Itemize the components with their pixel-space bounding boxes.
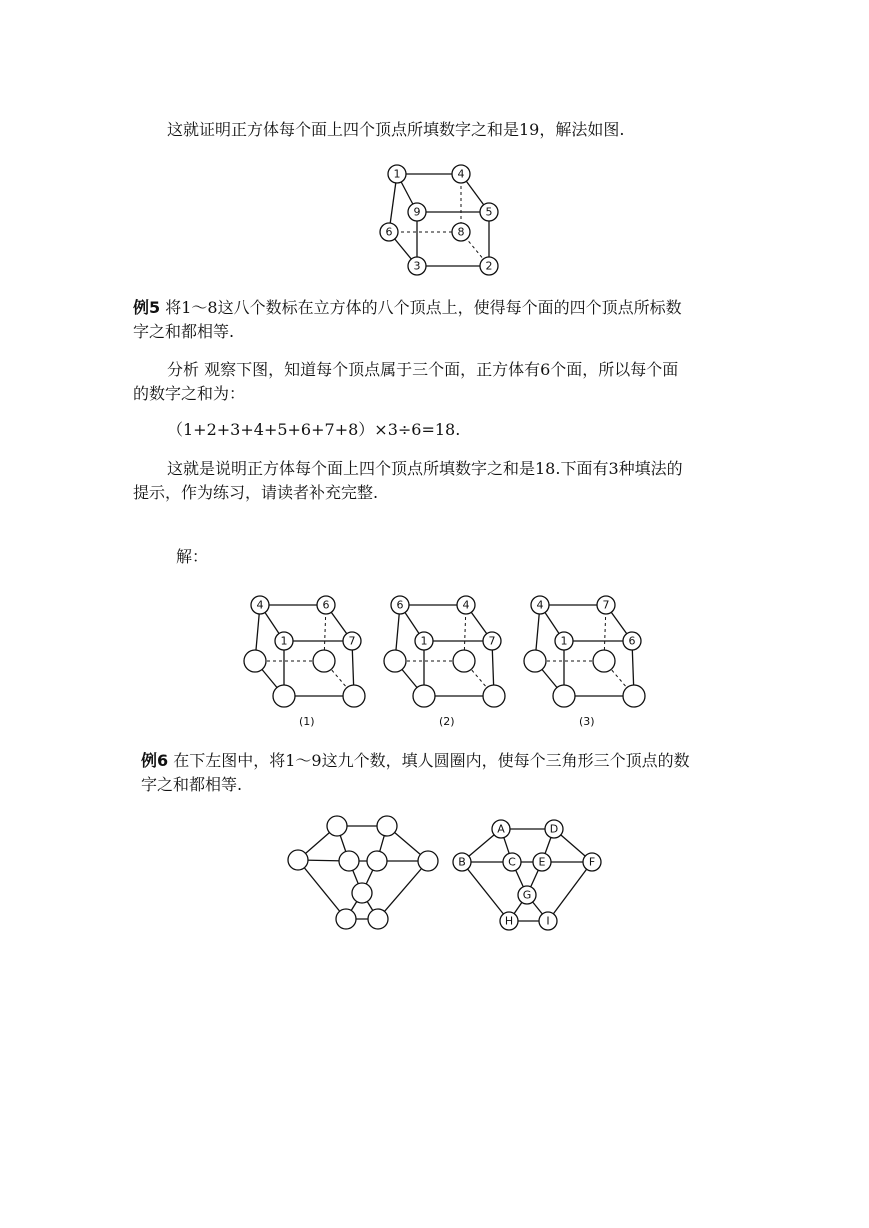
- svg-text:1: 1: [560, 634, 568, 648]
- graph-node: [352, 883, 372, 903]
- ex5-line1: 例5 将1～8这八个数标在立方体的八个顶点上，使得每个面的四个顶点所标数: [133, 298, 682, 317]
- graph-node: [533, 853, 551, 871]
- svg-text:D: D: [549, 822, 559, 836]
- analysis-line1: 分析 观察下图，知道每个顶点属于三个面，正方体有6个面，所以每个面: [167, 360, 679, 379]
- svg-text:8: 8: [457, 225, 465, 239]
- solution-label: 解：: [176, 547, 209, 566]
- svg-text:7: 7: [602, 598, 610, 612]
- graph-node: [327, 816, 347, 836]
- graph-node: [368, 909, 388, 929]
- graph-node: [518, 886, 536, 904]
- cube-caption-2: (2): [439, 715, 455, 728]
- graph-node: [500, 912, 518, 930]
- ex6-line1: 例6 在下左图中，将1～9这九个数，填人圆圈内，使每个三角形三个顶点的数: [141, 751, 690, 770]
- svg-text:9: 9: [413, 205, 421, 219]
- svg-text:7: 7: [348, 634, 356, 648]
- formula: （1+2+3+4+5+6+7+8）×3÷6=18.: [167, 420, 461, 439]
- svg-text:3: 3: [413, 259, 421, 273]
- svg-text:E: E: [538, 855, 546, 869]
- intro-line: 这就证明正方体每个面上四个顶点所填数字之和是19，解法如图.: [167, 120, 625, 139]
- svg-text:6: 6: [628, 634, 636, 648]
- svg-text:6: 6: [396, 598, 404, 612]
- svg-text:1: 1: [420, 634, 428, 648]
- svg-text:G: G: [522, 888, 532, 902]
- graph-node: [336, 909, 356, 929]
- ex5-line2: 字之和都相等.: [133, 322, 235, 341]
- cube-caption-3: (3): [579, 715, 595, 728]
- svg-text:6: 6: [385, 225, 393, 239]
- svg-text:4: 4: [457, 167, 465, 181]
- svg-text:B: B: [458, 855, 466, 869]
- graph-node: [377, 816, 397, 836]
- svg-text:6: 6: [322, 598, 330, 612]
- svg-text:1: 1: [393, 167, 401, 181]
- svg-text:4: 4: [536, 598, 544, 612]
- graph-left: [288, 816, 438, 929]
- graph-node: [539, 912, 557, 930]
- svg-text:C: C: [508, 855, 516, 869]
- svg-text:4: 4: [462, 598, 470, 612]
- ex6-title: 例6: [141, 751, 169, 770]
- svg-text:5: 5: [485, 205, 493, 219]
- svg-text:2: 2: [485, 259, 493, 273]
- svg-text:A: A: [497, 822, 505, 836]
- svg-text:H: H: [504, 914, 514, 928]
- svg-text:4: 4: [256, 598, 264, 612]
- graph-node: [418, 851, 438, 871]
- svg-text:I: I: [546, 914, 550, 928]
- graph-node: [453, 853, 471, 871]
- analysis-line2: 的数字之和为：: [133, 384, 246, 403]
- graph-node: [503, 853, 521, 871]
- conclusion-line1: 这就是说明正方体每个面上四个顶点所填数字之和是18.下面有3种填法的: [167, 459, 683, 478]
- svg-text:1: 1: [280, 634, 288, 648]
- ex5-title: 例5: [133, 298, 161, 317]
- graph-node: [492, 820, 510, 838]
- ex6-line2: 字之和都相等.: [141, 775, 243, 794]
- graph-node: [545, 820, 563, 838]
- graph-node: [583, 853, 601, 871]
- graph-right: [453, 820, 601, 930]
- svg-text:F: F: [588, 855, 596, 869]
- graph-node: [339, 851, 359, 871]
- graph-node: [367, 851, 387, 871]
- svg-text:7: 7: [488, 634, 496, 648]
- cube-caption-1: (1): [299, 715, 315, 728]
- graph-node: [288, 850, 308, 870]
- conclusion-line2: 提示，作为练习，请读者补充完整.: [133, 483, 379, 502]
